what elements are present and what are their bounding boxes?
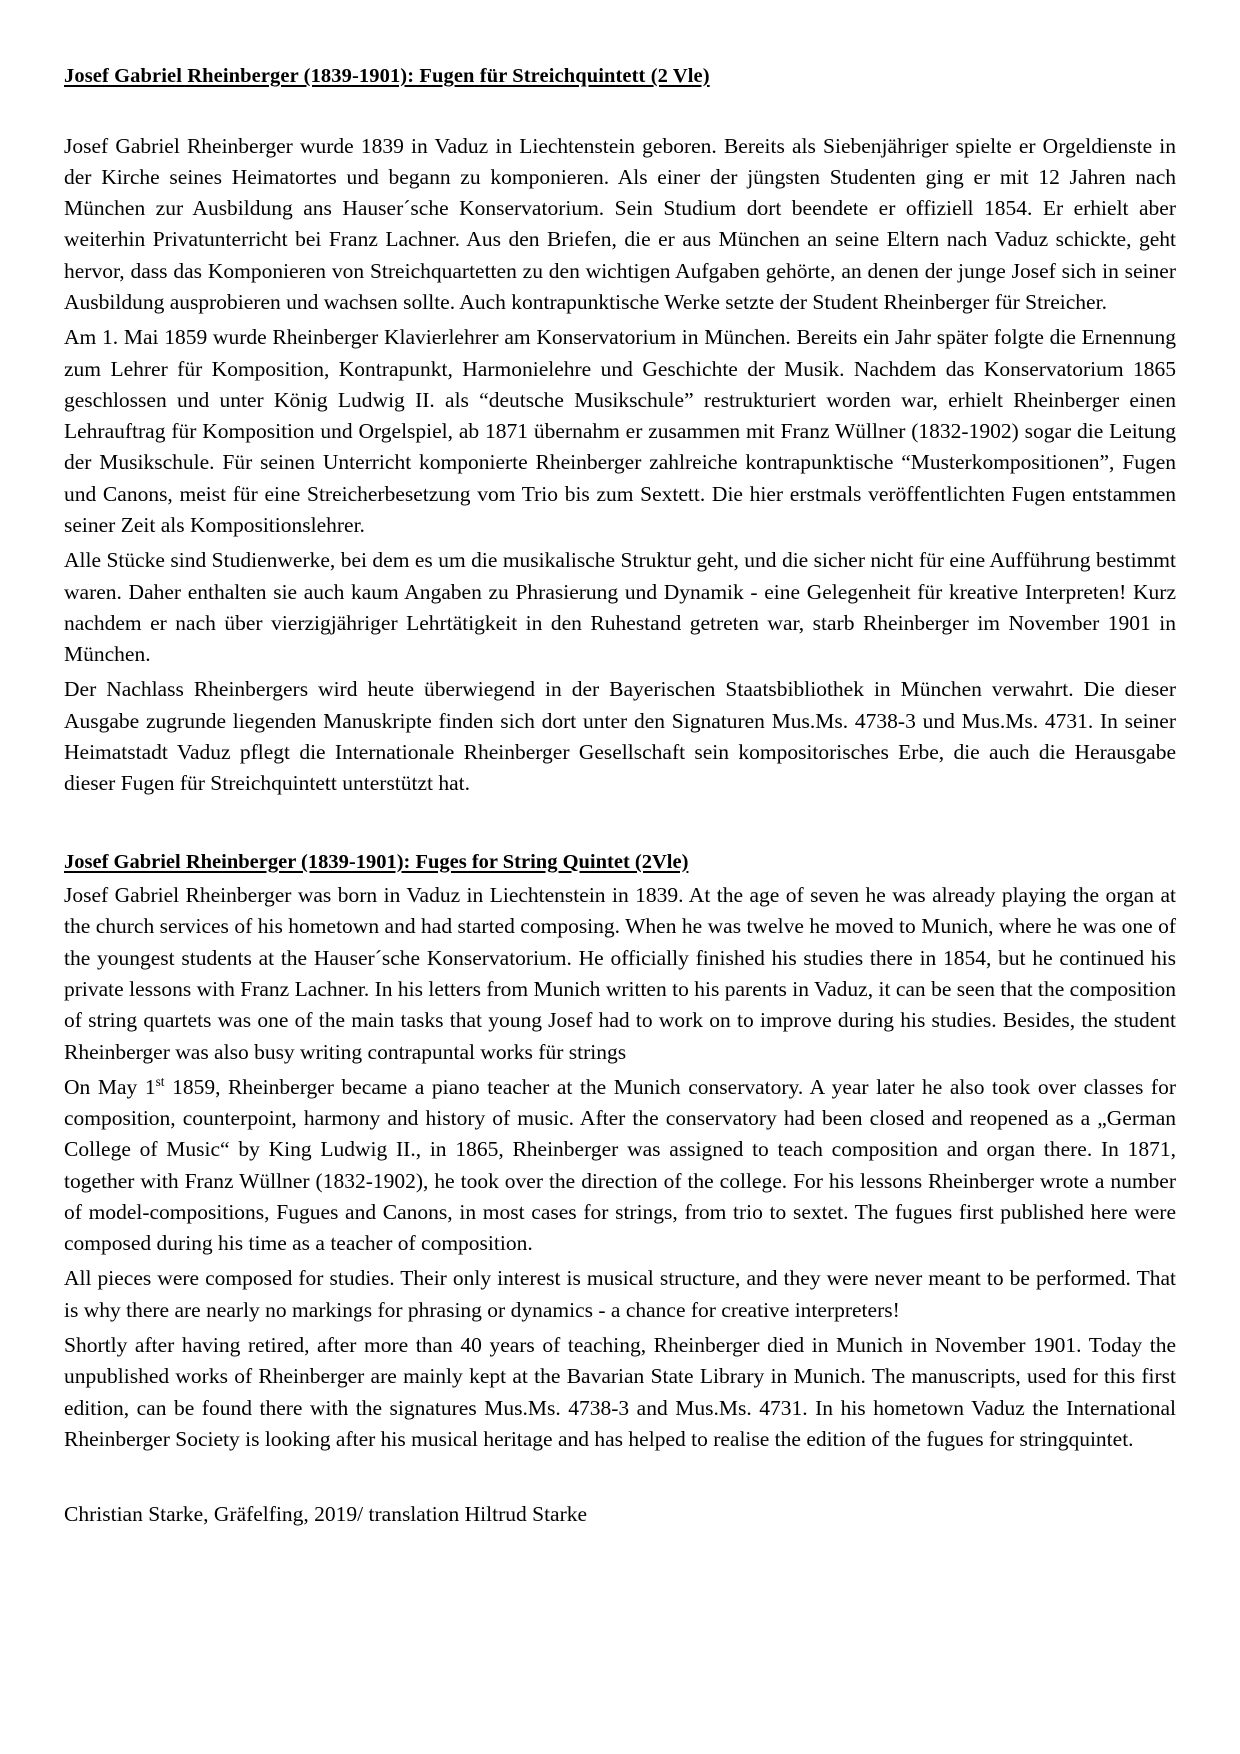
paragraph-en-2 bbox=[64, 1072, 1176, 1260]
section-german bbox=[64, 131, 1176, 800]
section-divider-space bbox=[64, 804, 1176, 850]
paragraph-en-2-after: 1859, Rheinberger became a piano teacher at the Munich conservatory. A year later he also took over classes for composition, counterpoint, harmony and history of music. After the conservatory had been closed and reopened as a „German College of Music“ by King Ludwig II., in 1865, Rheinberger was assigned to teach composition and organ there. In 1871, together with Franz Wüllner (1832-1902), he took over the direction of the college. For his lessons Rheinberger wrote a number of model-compositions, Fugues and Canons, in most cases for strings, from trio to sextet. The fugues first published here were composed during his time as a teacher of composition. bbox=[64, 1074, 1176, 1256]
ordinal-suffix: st bbox=[155, 1073, 165, 1089]
paragraph-en-3: All pieces were composed for studies. Their only interest is musical structure, and they were never meant to be performed. That is why there are nearly no markings for phrasing or dynamics - a chance for creative interpreters! bbox=[64, 1266, 1176, 1322]
paragraph-de-2: Am 1. Mai 1859 wurde Rheinberger Klavierlehrer am Konservatorium in München. Bereits ein Jahr später folgte die Ernennung zum Lehrer für Komposition, Kontrapunkt, Harmonielehre und Geschichte der Musik. Nachdem das Konservatorium 1865 geschlossen und unter König Ludwig II. als “deutsche Musikschule” restrukturiert worden war, erhielt Rheinberger einen Lehrauftrag für Komposition und Orgelspiel, ab 1871 übernahm er zusammen mit Franz Wüllner (1832-1902) sogar die Leitung der Musikschule. Für seinen Unterricht komponierte Rheinberger zahlreiche kontrapunktische “Musterkompositionen”, Fugen und Canons, meist für eine Streicherbesetzung vom Trio bis zum Sextett. Die hier erstmals veröffentlichten Fugen entstammen seiner Zeit als Kompositionslehrer. bbox=[64, 325, 1176, 537]
page-title-english: Josef Gabriel Rheinberger (1839-1901): Fuges for String Quintet (2Vle) bbox=[64, 850, 689, 873]
paragraph-de-4: Der Nachlass Rheinbergers wird heute überwiegend in der Bayerischen Staatsbibliothek in München verwahrt. Die dieser Ausgabe zugrunde liegenden Manuskripte finden sich dort unter den Signaturen Mus.Ms. 4738-3 und Mus.Ms. 4731. In seiner Heimatstadt Vaduz pflegt die Internationale Rheinberger Gesellschaft sein kompositorisches Erbe, die auch die Herausgabe dieser Fugen für Streichquintett unterstützt hat. bbox=[64, 677, 1176, 796]
paragraph-en-1: Josef Gabriel Rheinberger was born in Vaduz in Liechtenstein in 1839. At the age of seven he was already playing the organ at the church services of his hometown and had started composing. When he was twelve he moved to Munich, where he was one of the youngest students at the Hauser´sche Konservatorium. He officially finished his studies there in 1854, but he continued his private lessons with Franz Lachner. In his letters from Munich written to his parents in Vaduz, it can be seen that the composition of string quartets was one of the main tasks that young Josef had to work on to improve during his studies. Besides, the student Rheinberger was also busy writing contrapuntal works für strings bbox=[64, 883, 1176, 1064]
paragraph-de-1: Josef Gabriel Rheinberger wurde 1839 in Vaduz in Liechtenstein geboren. Bereits als Siebenjähriger spielte er Orgeldienste in der Kirche seines Heimatortes und begann zu komponieren. Als einer der jüngsten Studenten ging er mit 12 Jahren nach München zur Ausbildung ans Hauser´sche Konservatorium. Sein Studium dort beendete er offiziell 1854. Er erhielt aber weiterhin Privatunterricht bei Franz Lachner. Aus den Briefen, die er aus München an seine Eltern nach Vaduz schickte, geht hervor, dass das Komponieren von Streichquartetten zu den wichtigen Aufgaben gehörte, an denen der junge Josef sich in seiner Ausbildung ausprobieren und wachsen sollte. Auch kontrapunktische Werke setzte der Student Rheinberger für Streicher. bbox=[64, 133, 1176, 314]
paragraph-en-4: Shortly after having retired, after more than 40 years of teaching, Rheinberger died in Munich in November 1901. Today the unpublished works of Rheinberger are mainly kept at the Bavarian State Library in Munich. The manuscripts, used for this first edition, can be found there with the signatures Mus.Ms. 4738-3 and Mus.Ms. 4731. In his hometown Vaduz the International Rheinberger Society is looking after his musical heritage and has helped to realise the edition of the fugues for stringquintet. bbox=[64, 1333, 1176, 1451]
credit-line: Christian Starke, Gräfelfing, 2019/ translation Hiltrud Starke bbox=[64, 1502, 588, 1527]
paragraph-en-2-before: On May 1 bbox=[64, 1074, 156, 1099]
section-english bbox=[64, 880, 1176, 1455]
page-title-german: Josef Gabriel Rheinberger (1839-1901): Fugen für Streichquintett (2 Vle) bbox=[64, 65, 710, 87]
paragraph-de-3: Alle Stücke sind Studienwerke, bei dem es um die musikalische Struktur geht, und die sicher nicht für eine Aufführung bestimmt waren. Daher enthalten sie auch kaum Angaben zu Phrasierung und Dynamik - eine Gelegenheit für kreative Interpreten! Kurz nachdem er nach über vierzigjähriger Lehrtätigkeit in den Ruhestand getreten war, starb Rheinberger im November 1901 in München. bbox=[64, 548, 1176, 667]
